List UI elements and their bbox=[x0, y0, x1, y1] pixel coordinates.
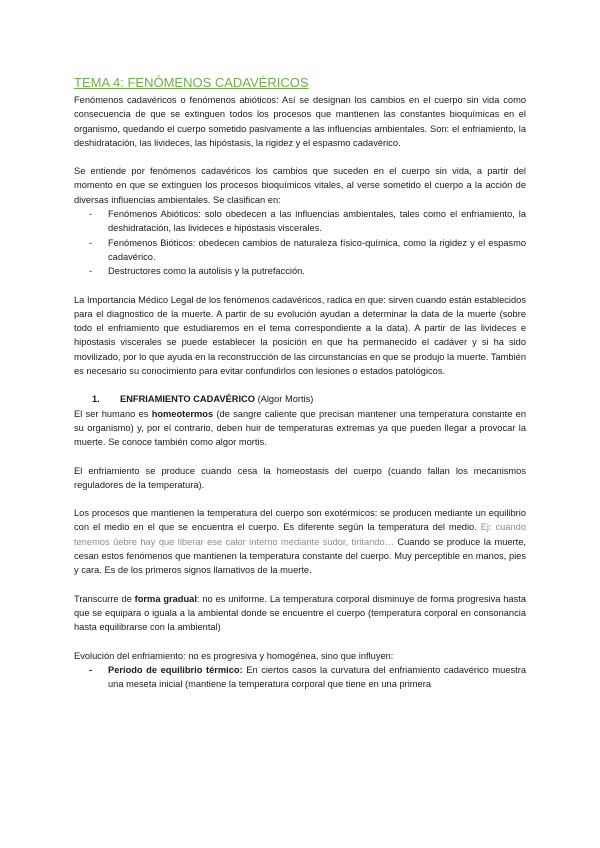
bullet-dash: - bbox=[89, 209, 93, 220]
list-item-text: Fenómenos Abióticos: solo obedecen a las influencias ambientales, tales como el enfriamiento, la deshidratación, las livideces e hipóstasis viscerales. bbox=[108, 209, 526, 234]
bullet-dash: - bbox=[89, 266, 93, 277]
section-number: 1. bbox=[92, 394, 100, 405]
list-item bbox=[74, 264, 526, 278]
document-page bbox=[74, 74, 526, 691]
list-item bbox=[74, 663, 526, 692]
classification-list bbox=[74, 207, 526, 278]
bullet-dash: - bbox=[89, 237, 93, 248]
list-item-text: Fenómenos Bióticos: obedecen cambios de naturaleza físico-química, como la rigidez y el espasmo cadavérico. bbox=[108, 237, 526, 262]
list-item-text: Destructores como la autolisis y la putrefacción. bbox=[108, 266, 305, 277]
list-item bbox=[74, 236, 526, 265]
evolution-list bbox=[74, 663, 526, 692]
section-heading-bold: ENFRIAMIENTO CADAVÉRICO bbox=[120, 394, 255, 405]
section-heading bbox=[74, 392, 526, 406]
homeotermos-paragraph: El ser humano es homeotermos (de sangre caliente que precisan mantener una temperatura constante en su organismo) y, por el contrario, deben huir de temperaturas extremas ya que pueden llegar a provocar la muerte. Se conoce también como algor mortis. bbox=[74, 408, 526, 448]
list-item-bold: Período de equilibrio térmico: bbox=[108, 664, 243, 675]
page-title: TEMA 4: FENÓMENOS CADAVÉRICOS bbox=[74, 75, 309, 90]
intro-paragraph: Fenómenos cadavéricos o fenómenos abióticos: Así se designan los cambios en el cuerpo sin vida como consecuencia de que se extinguen todos los procesos que mantienen las constantes bioquímicas en el organismo, quedando el cuerpo sometido pasivamente a las influencias ambientales. Son: el enfriamiento, la deshidratación, las livideces, las hipóstasis, la rigidez y el espasmo cadavérico. bbox=[74, 95, 526, 148]
gradual-paragraph: Transcurre de forma gradual: no es uniforme. La temperatura corporal disminuye de forma progresiva hasta que se equipara o iguala a la ambiental donde se encuentre el cuerpo (temperatura corporal en consonancia hasta equilibrarse con la ambiental) bbox=[74, 593, 526, 633]
bullet-dash: - bbox=[89, 664, 93, 675]
evolution-intro: Evolución del enfriamiento: no es progresiva y homogénea, sino que influyen: bbox=[74, 650, 394, 661]
homeostasis-paragraph: El enfriamiento se produce cuando cesa la homeostasis del cuerpo (cuando fallan los mecanismos reguladores de la temperatura). bbox=[74, 465, 526, 490]
section-heading-suffix: (Algor Mortis) bbox=[254, 394, 314, 405]
importance-paragraph: La Importancia Médico Legal de los fenómenos cadavéricos, radica en que: sirven cuando están establecidos para el diagnostico de la muerte. A partir de su evolución ayudan a determinar la data de la muerte (sobre todo el enfriamiento que estudiaremos en el tema correspondiente a la data). A partir de las livideces e hipostasis viscerales se puede establecer la posición en que ha permanecido el cadáver y si ha sido movilizado, por lo que ayuda en la reconstrucción de las circunstancias en que se produjo la muerte. También es necesario su conocimiento para evitar confundirlos con lesiones o estados patológicos. bbox=[74, 294, 526, 377]
example-note: Ej: cuando tenemos ûebre hay que liberar ese calor interno mediante sudor, tiritando… bbox=[74, 522, 526, 547]
list-item bbox=[74, 207, 526, 236]
list-item-text: En ciertos casos la curvatura del enfriamiento cadavérico muestra una meseta inicial (mantiene la temperatura corporal que tiene en una primera bbox=[108, 664, 526, 690]
exothermic-paragraph: Los procesos que mantienen la temperatura del cuerpo son exotérmicos: se producen mediante un equilibrio con el medio en el que se encuentra el cuerpo. Es diferente según la temperatura del medio. Ej: cuando tenemos ûebre hay que liberar ese calor interno mediante sudor, tiritando… Cuando se produce la muerte, cesan estos fenómenos que mantienen la temperatura constante del cuerpo. Muy perceptible en manos, pies y cara. Es de los primeros signos llamativos de la muerte. bbox=[74, 508, 526, 576]
definition-paragraph: Se entiende por fenómenos cadavéricos los cambios que suceden en el cuerpo sin vida, a partir del momento en que se extinguen los procesos bioquímicos vitales, al verse sometido el cuerpo a la acción de diversas influencias ambientales. Se clasifican en: bbox=[74, 166, 526, 205]
